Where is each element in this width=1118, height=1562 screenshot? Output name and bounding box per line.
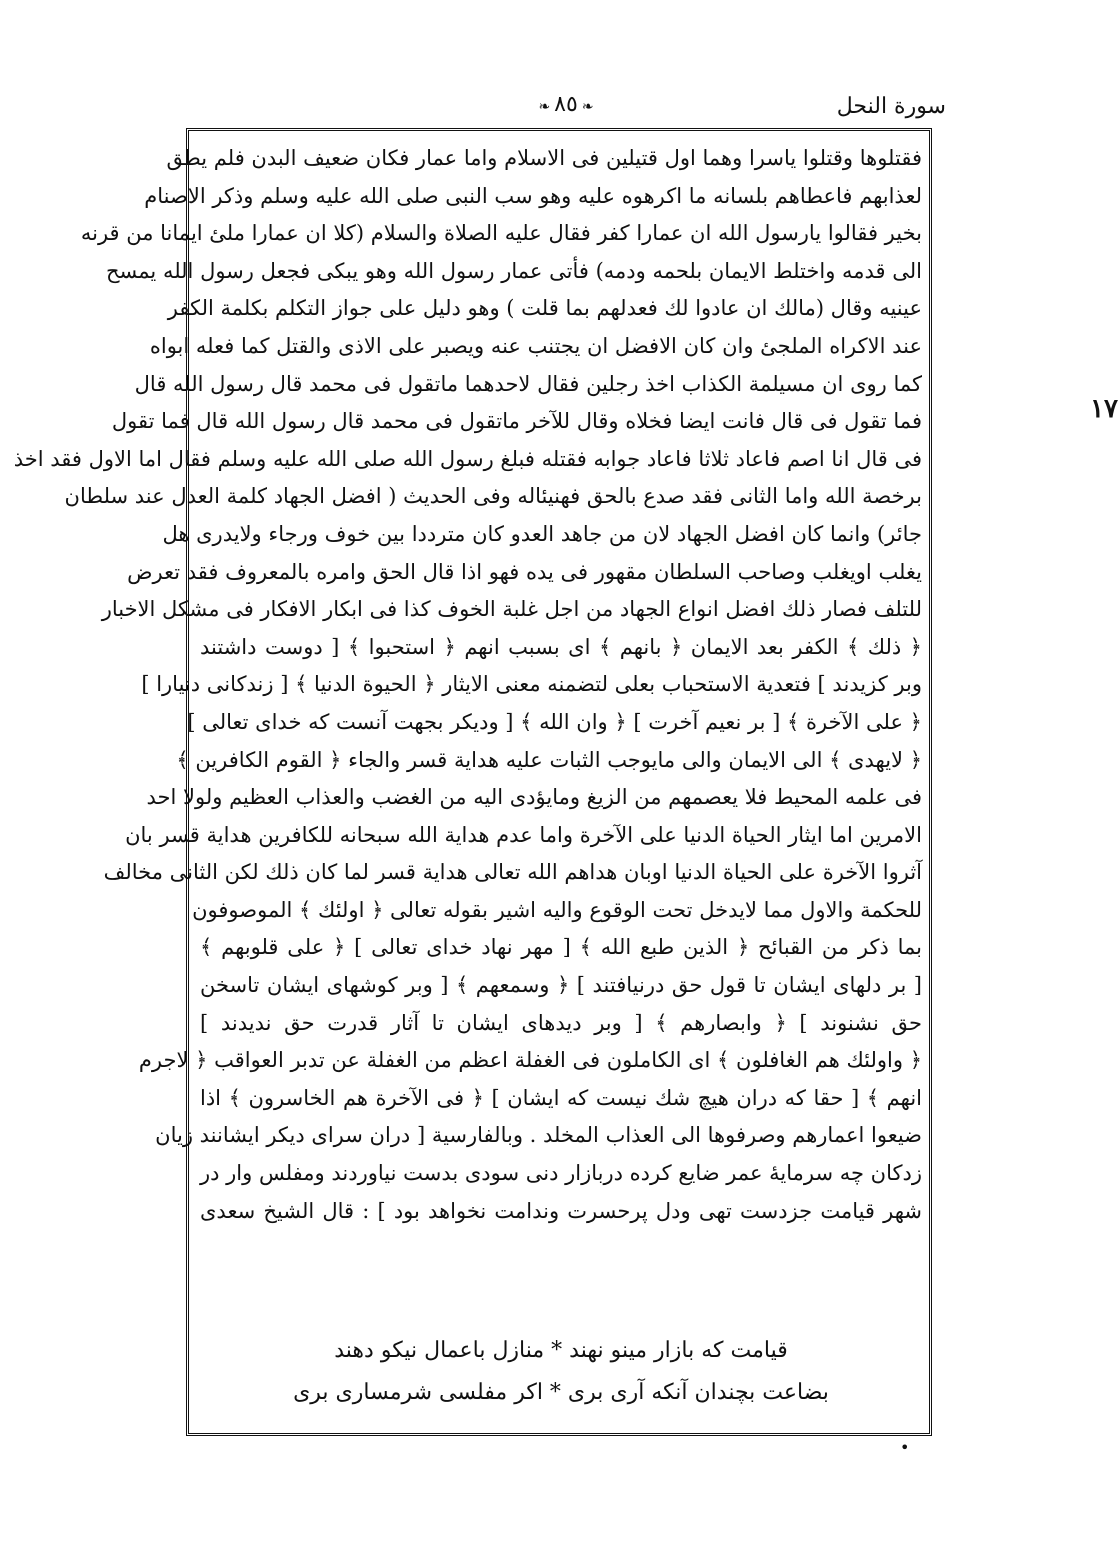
text-line: الامرين اما ايثار الحياة الدنيا على الآخرة واما عدم هداية الله سبحانه للكافرين هداية قسر بان xyxy=(125,822,922,847)
text-line: انهم ﴾ [ حقا كه دران هيچ شك نيست كه ايشان ] ﴿ فى الآخرة هم الخاسرون ﴾ اذا xyxy=(200,1085,922,1110)
poem-verses xyxy=(200,1330,922,1414)
main-text xyxy=(13,140,922,1230)
text-line: بما ذكر من القبائح ﴿ الذين طبع الله ﴾ [ مهر نهاد خداى تعالى ] ﴿ على قلوبهم ﴾ xyxy=(200,935,922,960)
text-line: برخصة الله واما الثانى فقد صدع بالحق فهنيئاله وفى الحديث ( افضل الجهاد كلمة العدل عند سلطان xyxy=(64,484,922,509)
ornament-icon: ❧ xyxy=(581,99,594,115)
poem-verse: قيامت كه بازار مينو نهند * منازل باعمال نيكو دهند xyxy=(334,1338,788,1363)
page-header xyxy=(186,88,946,128)
text-line: بخير فقالوا يارسول الله ان عمارا كفر فقال عليه الصلاة والسلام (كلا ان عمارا ملئ ايمانا من قرنه xyxy=(80,221,922,246)
text-line: فما تقول فى قال فانت ايضا فخلاه وقال للآخر ماتقول فى محمد قال رسول الله قال فما تقول xyxy=(111,409,922,434)
margin-juz-mark: ١٧ xyxy=(1090,394,1118,424)
text-line: ﴿ على الآخرة ﴾ [ بر نعيم آخرت ] ﴿ وان الله ﴾ [ وديكر بجهت آنست كه خداى تعالى ] xyxy=(187,709,922,734)
text-line: وبر كزيدند ] فتعدية الاستحباب بعلى لتضمنه معنى الايثار ﴿ الحيوة الدنيا ﴾ [ زندكانى دنيارا ] xyxy=(141,672,922,697)
text-line: للحكمة والاول مما لايدخل تحت الوقوع واليه اشير بقوله تعالى ﴿ اولئك ﴾ الموصوفون xyxy=(192,897,922,922)
text-line: لعذابهم فاعطاهم بلسانه ما اكرهوه عليه وهو سب النبى صلى الله عليه وسلم وذكر الاصنام xyxy=(144,183,922,208)
text-line: فقتلوها وقتلوا ياسرا وهما اول قتيلين فى الاسلام واما عمار فكان ضعيف البدن فلم يطق xyxy=(166,146,922,170)
text-line: فى قال انا اصم فاعاد ثلاثا فاعاد جوابه فقتله فبلغ رسول الله صلى الله عليه وسلم فقال اما الاول فقد اخذ xyxy=(13,446,922,471)
surah-title: سورة النحل xyxy=(836,94,946,119)
text-line: كما روى ان مسيلمة الكذاب اخذ رجلين فقال لاحدهما ماتقول فى محمد قال رسول الله قال xyxy=(134,371,922,396)
text-line: يغلب اويغلب وصاحب السلطان مقهور فى يده فهو اذا قال الحق وامره بالمعروف فقد تعرض xyxy=(127,559,922,584)
text-line: ﴿ لايهدى ﴾ الى الايمان والى مايوجب الثبات عليه هداية قسر والجاء ﴿ القوم الكافرين ﴾ xyxy=(176,747,922,772)
footer-dot-mark: • xyxy=(900,1438,910,1457)
text-line: للتلف فصار ذلك افضل انواع الجهاد من اجل غلبة الخوف كذا فى ابكار الافكار فى مشكل الاخبار xyxy=(101,597,922,622)
text-line: [ بر دلهاى ايشان تا قول حق درنيافتند ] ﴿ وسمعهم ﴾ [ وبر كوشهاى ايشان تاسخن xyxy=(200,973,922,998)
text-line: آثروا الآخرة على الحياة الدنيا اوبان هداهم الله تعالى هداية قسر لما كان ذلك لكن الثانى مخالف xyxy=(103,860,922,885)
text-line: جائر) وانما كان افضل الجهاد لان من جاهد العدو كان مترددا بين خوف ورجاء ولايدرى هل xyxy=(162,521,922,546)
text-line: حق نشنوند ] ﴿ وابصارهم ﴾ [ وبر ديدهاى ايشان تا آثار قدرت حق نديدند ] xyxy=(200,1010,922,1035)
text-line: ﴿ واولئك هم الغافلون ﴾ اى الكاملون فى الغفلة اعظم من الغفلة عن تدبر العواقب ﴿ لاجرم xyxy=(138,1048,922,1073)
text-line: ضيعوا اعمارهم وصرفوها الى العذاب المخلد . وبالفارسية [ دران سراى ديكر ايشانند زيان xyxy=(155,1123,922,1148)
page-number xyxy=(516,92,616,117)
text-line: الى قدمه واختلط الايمان بلحمه ودمه) فأتى عمار رسول الله وهو يبكى فجعل رسول الله يمسح xyxy=(106,258,922,283)
text-line: عينيه وقال (مالك ان عادوا لك فعدلهم بما قلت ) وهو دليل على جواز التكلم بكلمة الكفر xyxy=(167,296,922,321)
text-line: عند الاكراه الملجئ وان كان الافضل ان يجتنب عنه ويصبر على الاذى والقتل كما فعله ابواه xyxy=(149,333,922,358)
text-line: شهر قيامت جزدست تهى ودل پرحسرت وندامت نخواهد بود ] : قال الشيخ سعدى xyxy=(200,1198,922,1223)
poem-verse: بضاعت بچندان آنكه آرى برى * اكر مفلسى شرمسارى برى xyxy=(293,1380,829,1405)
text-line: ﴿ ذلك ﴾ الكفر بعد الايمان ﴿ بانهم ﴾ اى بسبب انهم ﴿ استحبوا ﴾ [ دوست داشتند xyxy=(200,634,922,659)
text-line: زدكان چه سرمايهٔ عمر ضايع كرده دربازار دنى سودى بدست نياوردند ومفلس وار در xyxy=(199,1161,922,1186)
ornament-icon: ❧ xyxy=(538,99,551,115)
page-number-value: ٨٥ xyxy=(554,92,578,117)
text-line: فى علمه المحيط فلا يعصمهم من الزيغ ومايؤدى اليه من الغضب والعذاب العظيم ولولا احد xyxy=(146,785,922,810)
